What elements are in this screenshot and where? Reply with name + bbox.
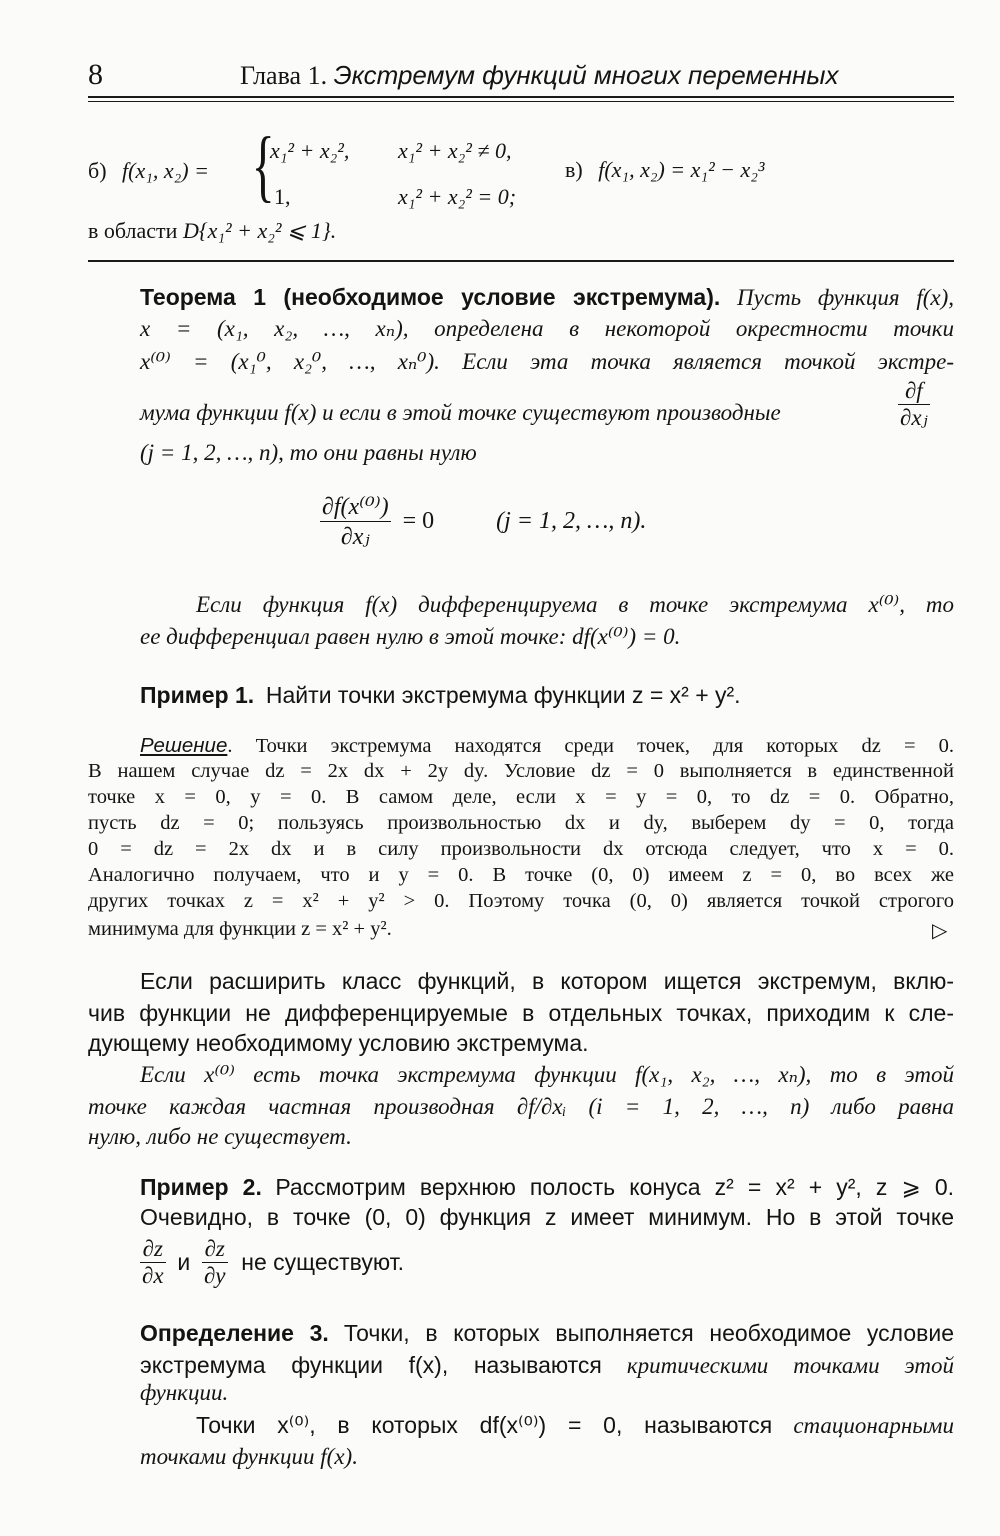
header-rule-bottom bbox=[88, 101, 954, 102]
extension-line-2: чив функции не дифференцируемые в отдельных точках, приходим к сле- bbox=[88, 1000, 954, 1026]
definition3-label: Определение 3. bbox=[140, 1320, 329, 1346]
example1-heading bbox=[140, 682, 741, 709]
definition3-line-2 bbox=[140, 1352, 954, 1379]
solution-line-4: пусть dz = 0; пользуясь произвольностью dx и dy, выберем dy = 0, тогда bbox=[88, 812, 954, 834]
example1-text: Найти точки экстремума функции z = x² + y². bbox=[265, 682, 741, 708]
solution-line-3: точке x = 0, y = 0. В самом деле, если x = y = 0, то dz = 0. Обратно, bbox=[88, 786, 954, 808]
theorem1-line2: x = (x₁, x₂, …, xₙ), определена в некоторой окрестности точки bbox=[140, 316, 954, 341]
theorem1-line4: мума функции f(x) и если в этой точке существуют производные bbox=[140, 400, 781, 425]
extension-line-1: Если расширить класс функций, в котором ищется экстремум, вклю- bbox=[140, 968, 954, 994]
solution-line-8: минимума для функции z = x² + y². bbox=[88, 918, 392, 940]
definition3-line-4 bbox=[196, 1412, 954, 1439]
piecewise-brace: { bbox=[251, 122, 275, 210]
example2-fractions bbox=[140, 1236, 404, 1289]
formula-num: ∂f(x⁽⁰⁾) bbox=[322, 494, 389, 520]
extension-italic-3: нулю, либо не существует. bbox=[88, 1124, 352, 1149]
example2-line-2: Очевидно, в точке (0, 0) функция z имеет минимум. Но в этой точке bbox=[140, 1204, 954, 1230]
definition3-italic-4: стационарными bbox=[793, 1413, 954, 1438]
example2-label: Пример 2. bbox=[140, 1174, 262, 1200]
example2-conj: и bbox=[177, 1249, 191, 1275]
extension-line-3: дующему необходимому условию экстремума. bbox=[88, 1030, 589, 1056]
solution-line-6: Аналогично получаем, что и y = 0. В точке (0, 0) имеем z = 0, во всех же bbox=[88, 864, 954, 886]
exercise-b-func: f(x₁, x₂) = bbox=[122, 158, 209, 183]
chapter-label: Глава 1. bbox=[240, 61, 328, 90]
frac1-num: ∂z bbox=[142, 1236, 163, 1261]
end-of-solution-mark: ▷ bbox=[932, 920, 948, 942]
deriv-den: ∂xⱼ bbox=[900, 405, 928, 430]
theorem1-line5: (j = 1, 2, …, n), то они равны нулю bbox=[140, 440, 477, 465]
solution-label: Решение bbox=[140, 734, 228, 757]
solution-line-1-text: . Точки экстремума находятся среди точек, для которых dz = 0. bbox=[227, 735, 954, 757]
chapter-title: Экстремум функций многих переменных bbox=[333, 60, 839, 90]
extension-italic-2: точке каждая частная производная ∂f/∂xᵢ (i = 1, 2, …, n) либо равна bbox=[88, 1094, 954, 1119]
solution-line-2: В нашем случае dz = 2x dx + 2y dy. Условие dz = 0 выполняется в единственной bbox=[88, 760, 954, 782]
running-head bbox=[240, 60, 838, 91]
definition3-text-1: Точки, в которых выполняется необходимое условие bbox=[343, 1320, 954, 1346]
example2-tail: не существуют. bbox=[241, 1249, 404, 1275]
extension-italic-1: Если x⁽⁰⁾ есть точка экстремума функции f(x₁, x₂, …, xₙ), то в этой bbox=[140, 1062, 954, 1087]
definition3-italic-2: критическими точками этой bbox=[626, 1353, 954, 1378]
exercise-v bbox=[565, 157, 765, 183]
region bbox=[88, 218, 336, 244]
frac2-num: ∂z bbox=[204, 1236, 225, 1261]
definition3-line-5: точками функции f(x). bbox=[140, 1444, 358, 1469]
theorem1-title: Теорема 1 (необходимое условие экстремума). bbox=[140, 284, 721, 310]
region-prefix: в области bbox=[88, 218, 178, 243]
exercise-v-label: в) bbox=[565, 157, 583, 182]
definition3-text-2: экстремума функции f(x), называются bbox=[140, 1352, 602, 1378]
region-expr: D{x₁² + x₂² ⩽ 1}. bbox=[182, 218, 337, 243]
frac1-den: ∂x bbox=[142, 1263, 164, 1288]
example1-label: Пример 1. bbox=[140, 682, 255, 708]
definition3-line-3: функции. bbox=[140, 1380, 229, 1405]
solution-line-1 bbox=[140, 734, 954, 758]
diff-note-line1: Если функция f(x) дифференцируема в точке экстремума x⁽⁰⁾, то bbox=[196, 592, 954, 617]
case2-expr: 1, bbox=[274, 184, 291, 209]
theorem1-text-1: Пусть функция f(x), bbox=[737, 285, 955, 310]
theorem1-derivative-fraction bbox=[898, 378, 930, 431]
header-rule-top bbox=[88, 96, 954, 98]
solution-line-5: 0 = dz = 2x dx и в силу произвольности dx отсюда следует, что x = 0. bbox=[88, 838, 954, 860]
theorem1-line1 bbox=[140, 284, 954, 311]
solution-line-7: других точках z = x² + y² > 0. Поэтому точка (0, 0) является точкой строгого bbox=[88, 890, 954, 912]
diff-note-line2: ее дифференциал равен нулю в этой точке: df(x⁽⁰⁾) = 0. bbox=[140, 624, 681, 649]
definition3-text-4: Точки x⁽⁰⁾, в которых df(x⁽⁰⁾) = 0, называются bbox=[196, 1412, 773, 1438]
case2-cond: x₁² + x₂² = 0; bbox=[398, 184, 517, 209]
formula-cond: (j = 1, 2, …, n). bbox=[496, 508, 647, 534]
formula-rhs: = 0 bbox=[402, 508, 435, 534]
example2-line-1 bbox=[140, 1174, 954, 1201]
theorem1-line3: x⁽⁰⁾ = (x₁⁰, x₂⁰, …, xₙ⁰). Если эта точка является точкой экстре- bbox=[140, 349, 954, 374]
definition3-line-1 bbox=[140, 1320, 954, 1347]
theorem1-formula bbox=[320, 492, 646, 551]
page-number: 8 bbox=[88, 58, 103, 91]
frac2-den: ∂y bbox=[203, 1263, 226, 1288]
example2-text-1: Рассмотрим верхнюю полость конуса z² = x² + y², z ⩾ 0. bbox=[275, 1174, 954, 1200]
section-rule bbox=[88, 260, 954, 262]
case1-cond: x₁² + x₂² ≠ 0, bbox=[398, 138, 512, 163]
exercise-b-label: б) bbox=[88, 158, 107, 183]
case1-expr: x₁² + x₂², bbox=[270, 138, 350, 163]
exercise-v-func: f(x₁, x₂) = x₁² − x₂³ bbox=[598, 157, 765, 182]
formula-den: ∂xⱼ bbox=[320, 521, 391, 551]
deriv-num: ∂f bbox=[904, 378, 923, 403]
